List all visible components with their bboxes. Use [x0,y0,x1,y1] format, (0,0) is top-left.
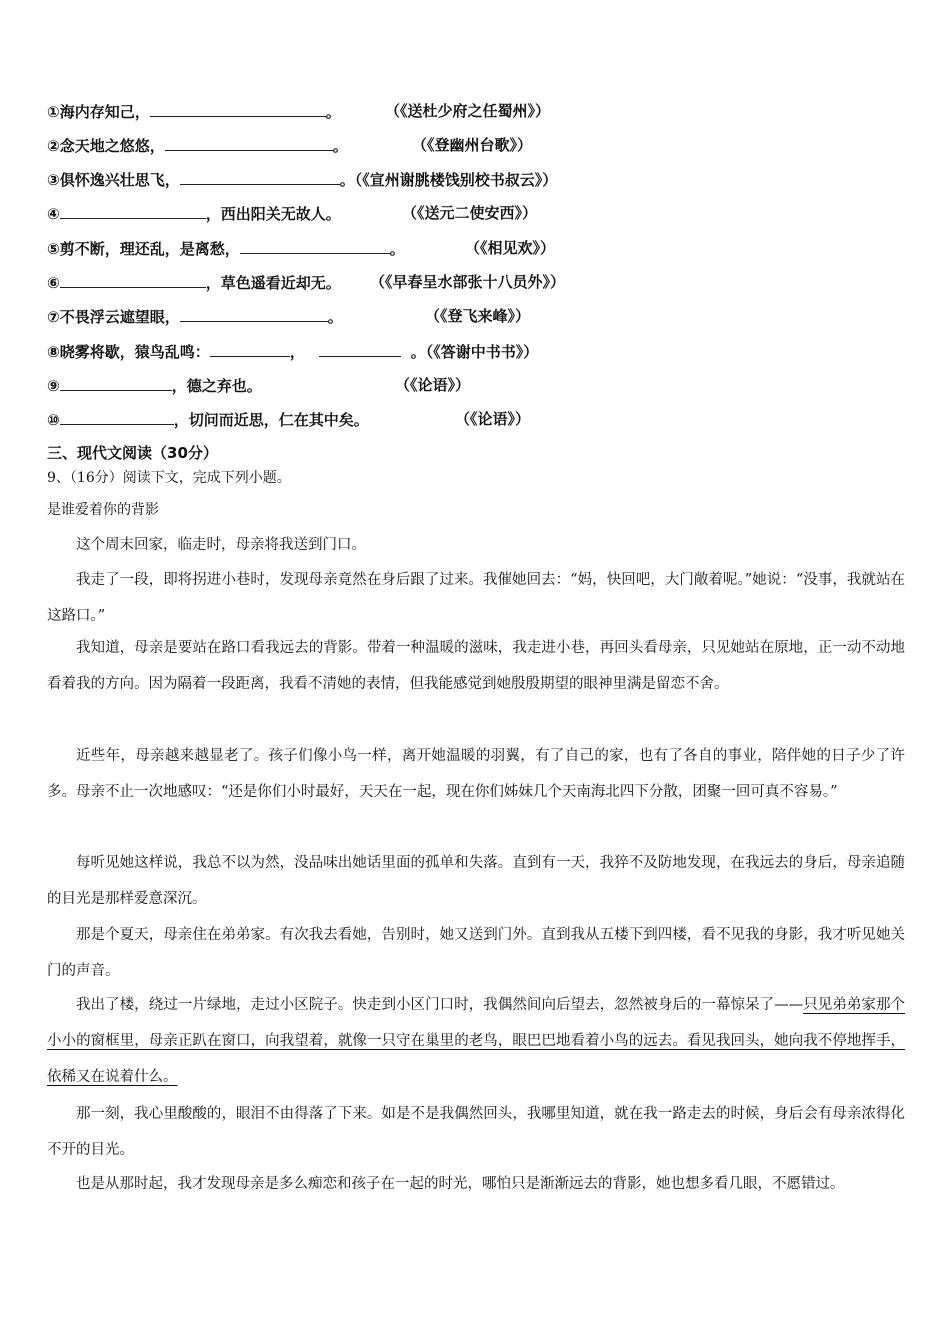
source-5: （《相见欢》） [465,239,556,257]
answer-blank[interactable] [319,341,401,357]
section-title: 三、现代文阅读（30分） [47,444,218,462]
fill-blank-3 [47,169,557,190]
blank-prefix: ④ [47,205,60,223]
paragraph-7-underlined: 只见弟弟家那个小小的窗框里，母亲正趴在窗口，向我望着，就像一只守在巢里的老鸟，眼巴巴地看着小鸟的远去。看见我回头，她向我不停地挥手，依稀又在说着什么。 [47,997,906,1085]
source-3: （《宣州谢朓楼饯别校书叔云》） [354,171,558,189]
paragraph-8: 那一刻，我心里酸酸的，眼泪不由得落了下来。如是不是我偶然回头，我哪里知道，就在我一路走去的时候，身后会有母亲浓得化不开的目光。 [47,1106,905,1158]
paragraph-3: 我知道，母亲是要站在路口看我远去的背影。带着一种温暖的滋味，我走进小巷，再回头看母亲，只见她站在原地，正一动不动地看着我的方向。因为隔着一段距离，我看不清她的表情，但我能感觉到她殷殷期望的眼神里满是留恋不舍。 [47,640,905,692]
answer-blank[interactable] [165,135,333,151]
blank-prefix: ②念天地之悠悠， [47,137,165,155]
blank-suffix: ，切问而近思，仁在其中矣。 [173,411,369,429]
answer-blank[interactable] [150,101,326,117]
source-6: （《早春呈水部张十八员外》） [370,273,566,291]
blank-prefix: ⑥ [47,274,60,292]
answer-blank[interactable] [60,409,174,425]
answer-blank[interactable] [60,203,206,219]
blank-prefix: ⑦不畏浮云遮望眼， [47,308,180,326]
answer-blank[interactable] [210,341,290,357]
source-7: （《登飞来峰》） [425,307,531,325]
answer-blank[interactable] [60,272,206,288]
source-8: （《答谢中书书》） [425,343,539,361]
answer-blank[interactable] [180,306,328,322]
fill-blank-10 [47,409,369,430]
fill-blank-7 [47,306,343,327]
answer-blank[interactable] [180,169,340,185]
blank-prefix: ③俱怀逸兴壮思飞， [47,171,180,189]
blank-suffix: 。 [389,240,405,258]
source-9: （《论语》） [395,376,471,394]
blank-suffix: 。 [325,103,341,121]
question-intro: 9、（16分）阅读下文，完成下列小题。 [47,470,291,486]
paragraph-6: 那是个夏天，母亲住在弟弟家。有次我去看她，告别时，她又送到门外。直到我从五楼下到四楼，看不见我的身影，我才听见她关门的声音。 [47,927,905,979]
article-title: 是谁爱着你的背影 [47,502,159,518]
source-4: （《送元二使安西》） [402,204,538,222]
blank-separator: ， [289,343,305,361]
fill-blank-6 [47,272,341,293]
fill-blank-2 [47,135,348,156]
blank-suffix: ，草色遥看近却无。 [205,274,341,292]
paragraph-5: 每听见她这样说，我总不以为然，没品味出她话里面的孤单和失落。直到有一天，我猝不及防地发现，在我远去的身后，母亲追随的目光是那样爱意深沉。 [47,855,905,907]
paragraph-7 [47,987,905,1095]
paragraph-9: 也是从那时起，我才发现母亲是多么痴恋和孩子在一起的时光，哪怕只是渐渐远去的背影，她也想多看几眼，不愿错过。 [76,1176,845,1192]
blank-suffix: 。 [332,137,348,155]
blank-prefix: ⑨ [47,377,60,395]
fill-blank-8 [47,341,538,362]
source-10: （《论语》） [455,410,531,428]
answer-blank[interactable] [240,238,390,254]
blank-suffix: 。 [339,171,355,189]
blank-suffix: ，德之弃也。 [171,377,262,395]
fill-blank-9 [47,375,262,396]
blank-suffix: 。 [410,343,426,361]
fill-blank-5 [47,238,405,259]
source-2: （《登幽州台歌》） [412,136,533,154]
paragraph-4: 近些年，母亲越来越显老了。孩子们像小鸟一样，离开她温暖的羽翼，有了自己的家，也有了各自的事业，陪伴她的日子少了许多。母亲不止一次地感叹：“还是你们小时最好，天天在一起，现在你们姊妹几个天南海北四下分散，团聚一回可真不容易。” [47,748,905,800]
fill-blank-4 [47,203,341,224]
paragraph-1: 这个周末回家，临走时，母亲将我送到门口。 [76,537,366,553]
blank-prefix: ⑤剪不断，理还乱，是离愁， [47,240,240,258]
blank-suffix: 。 [327,308,343,326]
blank-suffix: ，西出阳关无故人。 [205,205,341,223]
blank-prefix: ①海内存知己， [47,103,150,121]
source-1: （《送杜少府之任蜀州》） [385,102,551,120]
paragraph-2: 我走了一段，即将拐进小巷时，发现母亲竟然在身后跟了过来。我催她回去：“妈，快回吧，大门敞着呢。”她说：“没事，我就站在这路口。” [47,572,905,624]
answer-blank[interactable] [60,375,172,391]
fill-blank-1 [47,101,341,122]
paragraph-7-lead: 我出了楼，绕过一片绿地，走过小区院子。快走到小区门口时，我偶然间向后望去，忽然被身后的一幕惊呆了—— [76,997,804,1013]
blank-prefix: ⑧晓雾将歇，猿鸟乱鸣： [47,343,210,361]
blank-prefix: ⑩ [47,411,60,429]
